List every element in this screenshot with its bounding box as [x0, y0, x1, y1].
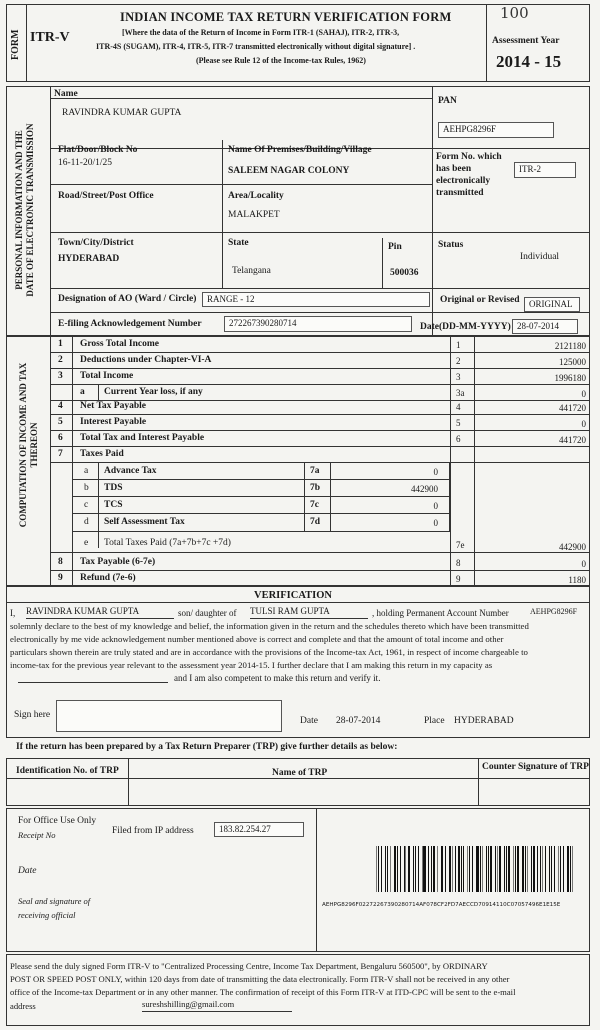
barcode-bar	[563, 846, 564, 892]
tax-code: 7a	[310, 466, 320, 476]
area-label: Area/Locality	[228, 191, 284, 201]
barcode-bar	[508, 846, 510, 892]
tax-label: TCS	[104, 500, 123, 510]
row-divider	[50, 414, 590, 415]
tax-amount: 0	[433, 467, 438, 477]
tax-label: Advance Tax	[104, 466, 157, 476]
status-value: Individual	[520, 252, 560, 262]
barcode-bar	[570, 846, 571, 892]
tax-label: TDS	[104, 483, 123, 493]
row-label: Net Tax Payable	[80, 401, 146, 411]
state-label: State	[228, 238, 249, 248]
ip-label: Filed from IP address	[112, 826, 194, 836]
barcode-bar	[517, 846, 519, 892]
formno-label-4: transmitted	[436, 188, 484, 198]
name-value: RAVINDRA KUMAR GUPTA	[62, 108, 182, 118]
row-code: 5	[456, 418, 461, 428]
row-amount: 125000	[559, 357, 586, 367]
row-amount: 0	[581, 559, 586, 569]
row-amount: 1996180	[554, 373, 586, 383]
barcode-bar	[567, 846, 569, 892]
total-paid-code: 7e	[456, 540, 465, 550]
town-label: Town/City/District	[58, 238, 134, 248]
ack-date-label: Date(DD-MM-YYYY)	[420, 322, 511, 332]
total-paid-label: Total Taxes Paid (7a+7b+7c +7d)	[104, 538, 231, 548]
row-label: Interest Payable	[80, 417, 147, 427]
barcode-bar	[476, 846, 478, 892]
barcode-bar	[499, 846, 500, 892]
place-value: HYDERABAD	[454, 716, 514, 726]
row-divider	[50, 570, 590, 571]
barcode-bar	[408, 846, 410, 892]
row-label: Refund (7e-6)	[80, 573, 136, 583]
barcode-bar	[527, 846, 528, 892]
trp-col-3: Counter Signature of TRP	[482, 762, 589, 772]
ack-date-value: 28-07-2014	[512, 319, 578, 334]
barcode-bar	[405, 846, 406, 892]
ack-label: E-filing Acknowledgement Number	[58, 319, 202, 329]
row-label: Taxes Paid	[80, 449, 124, 459]
handwritten-number: 100	[500, 4, 529, 22]
row-amount: 441720	[559, 403, 586, 413]
verify-date-value: 28-07-2014	[336, 716, 381, 726]
footer-email: sureshshilling@gmail.com	[142, 998, 292, 1012]
row-label: Tax Payable (6-7e)	[80, 557, 156, 567]
barcode-bar	[441, 846, 442, 892]
barcode-bar	[480, 846, 481, 892]
name-label: Name	[54, 89, 78, 99]
tax-number: a	[84, 466, 89, 476]
row-label: Gross Total Income	[80, 339, 160, 349]
verification-pan: AEHPG8296F	[530, 607, 578, 616]
status-label: Status	[438, 240, 464, 250]
tax-amount: 0	[433, 518, 438, 528]
barcode-bar	[513, 846, 514, 892]
tax-number: b	[84, 483, 89, 493]
verification-line-2: solemnly declare to the best of my knowledge and belief, the information given in the return and the schedules thereto which have been transmitted	[10, 621, 529, 631]
barcode-bar	[437, 846, 438, 892]
row-divider	[98, 384, 99, 400]
row-number: 1	[58, 339, 63, 349]
barcode-bar	[378, 846, 379, 892]
barcode-bar	[385, 846, 386, 892]
sign-label: Sign here	[14, 710, 51, 720]
barcode-bar	[433, 846, 435, 892]
barcode-bar	[488, 846, 489, 892]
row-code: 8	[456, 558, 461, 568]
ao-value: RANGE - 12	[202, 292, 430, 307]
barcode-bar	[504, 846, 505, 892]
barcode-bar	[422, 846, 423, 892]
verification-son-of: son/ daughter of	[178, 608, 237, 618]
town-value: HYDERABAD	[58, 254, 120, 264]
barcode-bar	[506, 846, 507, 892]
barcode-bar	[428, 846, 429, 892]
verification-holding: , holding Permanent Account Number	[372, 608, 509, 618]
premises-value: SALEEM NAGAR COLONY	[228, 166, 350, 176]
state-value: Telangana	[232, 266, 271, 276]
row-number: 9	[58, 573, 63, 583]
form-subtitle-2: ITR-4S (SUGAM), ITR-4, ITR-5, ITR-7 transmitted electronically without digital signature] .	[96, 42, 416, 51]
personal-section-label: PERSONAL INFORMATION AND THE DATE OF ELECTRONIC TRANSMISSION	[14, 123, 35, 297]
barcode-bar	[531, 846, 532, 892]
form-title: INDIAN INCOME TAX RETURN VERIFICATION FORM	[120, 10, 452, 24]
footer-line-3: office of the Income-tax Department or in any other manner. The confirmation of receipt of this Form ITR-V at ITD-CPC will be sent to the e-mail	[10, 987, 516, 997]
pin-value: 500036	[390, 268, 419, 278]
barcode-bar	[418, 846, 419, 892]
row-number: 6	[58, 433, 63, 443]
verification-line-5: income-tax for the previous year relevant to the assessment year 2014-15. I further declare that I am making this return in my capacity as	[10, 660, 493, 670]
row-divider	[50, 352, 590, 353]
form-subtitle-3: (Please see Rule 12 of the Income-tax Rules, 1962)	[196, 56, 366, 65]
barcode-bar	[549, 846, 551, 892]
barcode-bar	[486, 846, 487, 892]
row-number: 3	[58, 371, 63, 381]
barcode-bar	[452, 846, 453, 892]
trp-heading: If the return has been prepared by a Tax Return Preparer (TRP) give further details as below:	[16, 742, 398, 752]
barcode-bar	[431, 846, 432, 892]
row-number: 2	[58, 355, 63, 365]
flat-value: 16-11-20/1/25	[58, 158, 113, 168]
ack-value: 272267390280714	[224, 316, 412, 332]
original-label: Original or Revised	[440, 295, 520, 305]
verification-line-3: electronically by me vide acknowledgement number mentioned above is correct and complete and that the amount of total income and other	[10, 634, 504, 644]
footer-line-4: address	[10, 1001, 36, 1011]
row-amount: 0	[581, 389, 586, 399]
tax-divider	[72, 479, 450, 480]
office-use-label: For Office Use Only	[18, 816, 97, 826]
barcode-bar	[537, 846, 538, 892]
place-label: Place	[424, 716, 445, 726]
barcode-bar	[551, 846, 552, 892]
barcode-bar	[533, 846, 535, 892]
pan-label: PAN	[438, 96, 457, 106]
barcode-bar	[458, 846, 459, 892]
barcode-bar	[397, 846, 398, 892]
formno-label-1: Form No. which	[436, 152, 502, 162]
row-divider	[50, 430, 590, 431]
tax-code: 7b	[310, 483, 321, 493]
barcode-bar	[572, 846, 573, 892]
barcode-image	[376, 846, 576, 892]
barcode-bar	[515, 846, 516, 892]
barcode-bar	[445, 846, 446, 892]
footer-line-1: Please send the duly signed Form ITR-V to "Centralized Processing Centre, Income Tax Department, Bengaluru 560500", by ORDINARY	[10, 961, 488, 971]
verification-name: RAVINDRA KUMAR GUPTA	[26, 605, 174, 619]
barcode-bar	[423, 846, 425, 892]
barcode-bar	[390, 846, 391, 892]
footer-line-2: POST OR SPEED POST ONLY, within 120 days from date of transmitting the data electronically. Form ITR-V shall not be received in any other	[10, 974, 510, 984]
row-label: Deductions under Chapter-VI-A	[80, 355, 212, 365]
original-value: ORIGINAL	[524, 297, 580, 312]
ao-label: Designation of AO (Ward / Circle)	[58, 294, 197, 304]
row-label: Total Income	[80, 371, 134, 381]
barcode-bar	[461, 846, 462, 892]
barcode-bar	[497, 846, 498, 892]
row-code: 4	[456, 402, 461, 412]
assessment-year-label: Assessment Year	[492, 36, 560, 46]
verification-line-4: particulars shown therein are truly stated and are in accordance with the provisions of the Income-tax Act, 1961, in respect of income chargeable to	[10, 647, 528, 657]
total-paid-amount: 442900	[559, 542, 586, 552]
pin-label: Pin	[388, 242, 402, 252]
trp-col-1: Identification No. of TRP	[16, 766, 119, 776]
row-code: 6	[456, 434, 461, 444]
barcode-bar	[415, 846, 416, 892]
barcode-bar	[442, 846, 443, 892]
barcode-bar	[472, 846, 473, 892]
computation-section-label: COMPUTATION OF INCOME AND TAX THEREON	[18, 362, 39, 528]
seal-label-2: receiving official	[18, 910, 76, 920]
barcode-bar	[522, 846, 523, 892]
area-value: MALAKPET	[228, 210, 280, 220]
row-amount: 2121180	[554, 341, 586, 351]
barcode-bar	[455, 846, 456, 892]
office-date-label: Date	[18, 866, 37, 876]
verification-title: VERIFICATION	[254, 590, 332, 601]
receipt-label: Receipt No	[18, 830, 56, 840]
tax-number: d	[84, 517, 89, 527]
barcode-bar	[482, 846, 483, 892]
barcode-bar	[376, 846, 377, 892]
barcode-bar	[467, 846, 469, 892]
row-number: 4	[58, 401, 63, 411]
barcode-bar	[558, 846, 559, 892]
barcode-bar	[404, 846, 405, 892]
verification-line-6: and I am also competent to make this return and verify it.	[174, 673, 381, 683]
row-number: a	[80, 387, 85, 397]
row-code: 1	[456, 340, 461, 350]
barcode-bar	[545, 846, 546, 892]
row-divider	[50, 384, 590, 385]
barcode-bar	[560, 846, 561, 892]
barcode-bar	[381, 846, 383, 892]
tax-divider	[72, 513, 450, 514]
flat-label: Flat/Door/Block No	[58, 145, 138, 155]
row-divider	[50, 368, 590, 369]
row-amount: 441720	[559, 435, 586, 445]
tax-amount: 442900	[411, 484, 438, 494]
barcode-bar	[542, 846, 543, 892]
trp-col-2: Name of TRP	[272, 768, 328, 778]
formno-value: ITR-2	[514, 162, 576, 178]
barcode-bar	[387, 846, 388, 892]
premises-label: Name Of Premises/Building/Village	[228, 145, 372, 155]
barcode-bar	[490, 846, 492, 892]
seal-label-1: Seal and signature of	[18, 896, 91, 906]
barcode-bar	[495, 846, 496, 892]
verification-father: TULSI RAM GUPTA	[250, 605, 368, 619]
form-subtitle-1: [Where the data of the Return of Income in Form ITR-1 (SAHAJ), ITR-2, ITR-3,	[122, 28, 400, 37]
barcode-bar	[394, 846, 396, 892]
barcode-bar	[449, 846, 451, 892]
row-amount: 0	[581, 419, 586, 429]
form-label: FORM	[10, 29, 21, 60]
row-divider	[50, 446, 590, 447]
tax-code: 7c	[310, 500, 319, 510]
barcode-bar	[400, 846, 401, 892]
tax-amount: 0	[433, 501, 438, 511]
barcode-bar	[463, 846, 464, 892]
tax-divider	[72, 496, 450, 497]
formno-label-3: electronically	[436, 176, 491, 186]
barcode-bar	[413, 846, 414, 892]
row-code: 9	[456, 574, 461, 584]
row-code: 3a	[456, 388, 465, 398]
row-label: Current Year loss, if any	[104, 387, 203, 397]
row-code: 2	[456, 356, 461, 366]
verification-i: I,	[10, 608, 16, 618]
form-name: ITR-V	[30, 30, 70, 45]
barcode-bar	[469, 846, 470, 892]
tax-label: Self Assessment Tax	[104, 517, 185, 527]
total-paid-number: e	[84, 538, 89, 548]
barcode-bar	[554, 846, 555, 892]
row-label: Total Tax and Interest Payable	[80, 433, 205, 443]
row-number: 8	[58, 557, 63, 567]
row-amount: 1180	[568, 575, 586, 585]
barcode-bar	[525, 846, 526, 892]
row-number: 5	[58, 417, 63, 427]
pan-value: AEHPG8296F	[438, 122, 554, 138]
tax-number: c	[84, 500, 89, 510]
row-number: 7	[58, 449, 63, 459]
row-code: 3	[456, 372, 461, 382]
barcode-bar	[540, 846, 541, 892]
ip-value: 183.82.254.27	[214, 822, 304, 837]
verify-date-label: Date	[300, 716, 318, 726]
assessment-year-value: 2014 - 15	[496, 52, 562, 71]
formno-label-2: has been	[436, 164, 472, 174]
row-divider	[50, 552, 590, 553]
sign-box	[56, 700, 282, 732]
tax-code: 7d	[310, 517, 321, 527]
road-label: Road/Street/Post Office	[58, 191, 154, 201]
barcode-text: AEHPG8296F02272267390280714AF078CF2FD7AECCD70914110C07057496E1E15E	[322, 902, 561, 908]
